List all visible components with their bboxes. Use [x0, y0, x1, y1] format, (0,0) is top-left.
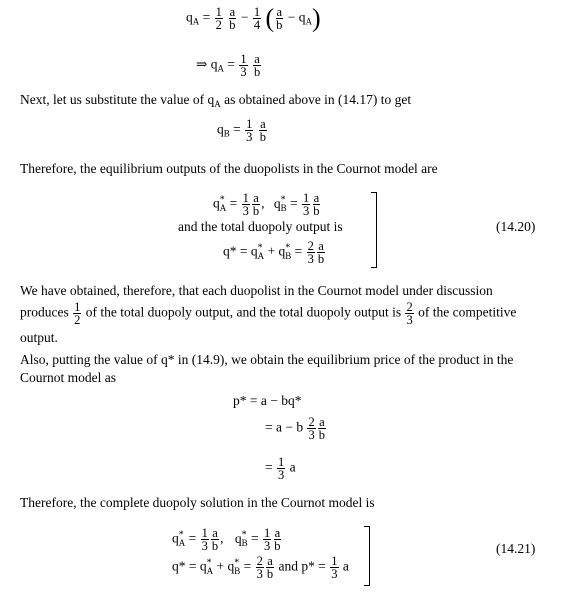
equation-14-20-row3: $q* = q^*_A + q^*_B$ = $\frac{2}{3}$ $\frac{a}{b}$ [223, 239, 325, 266]
paragraph-complete-solution: Therefore, the complete duopoly solution in the Cournot model is [20, 495, 375, 510]
equation-14-20-row2: and the total duopoly output is [178, 219, 343, 234]
fraction: $\frac{a}{b}$ [276, 5, 283, 32]
equation-number-14-20: (14.20) [496, 219, 536, 234]
paragraph-price: Also, putting the value of q* in (14.9), we obtain the equilibrium price of the product in the [20, 352, 514, 367]
equation-qA-line2: ⇒ $q_A$ = $\frac{1}{3}$ $\frac{a}{b}$ [196, 52, 261, 79]
fraction: $\frac{a}{b}$ [313, 191, 320, 218]
fraction: $\frac{2}{3}$ [406, 300, 413, 327]
fraction: $\frac{1}{3}$ [264, 526, 271, 553]
equation-14-21-row1: $q^*_A$ = $\frac{1}{3}$ $\frac{a}{b}$ , $q^*_B$ = $\frac{1}{3}$ $\frac{a}{b}$ [172, 526, 281, 553]
right-bracket [371, 192, 377, 268]
paragraph-each-duopolist-line3: output. [20, 330, 58, 345]
fraction: $\frac{2}{3}$ [308, 415, 315, 442]
paragraph-equilibrium-outputs: Therefore, the equilibrium outputs of the duopolists in the Cournot model are [20, 161, 438, 176]
fraction: $\frac{1}{2}$ [215, 5, 222, 32]
fraction: $\frac{a}{b}$ [253, 52, 261, 79]
fraction: $\frac{1}{3}$ [246, 117, 253, 144]
equation-number-14-21: (14.21) [496, 541, 536, 556]
fraction: $\frac{1}{3}$ [278, 455, 285, 482]
fraction: $\frac{1}{3}$ [303, 191, 310, 218]
fraction: $\frac{2}{3}$ [307, 239, 314, 266]
fraction: $\frac{1}{3}$ [240, 52, 247, 79]
fraction: $\frac{a}{b}$ [266, 554, 274, 581]
equation-14-21-row2: $q* = q^*_A + q^*_B$ = $\frac{2}{3}$ $\frac{a}{b}$ and p* = $\frac{1}{3}$ a [172, 554, 349, 581]
fraction: $\frac{a}{b}$ [317, 239, 325, 266]
fraction: $\frac{a}{b}$ [259, 117, 267, 144]
fraction: $\frac{1}{2}$ [74, 300, 81, 327]
paragraph-substitute: Next, let us substitute the value of $q_A$ as obtained above in (14.17) to get [20, 92, 412, 109]
fraction: $\frac{2}{3}$ [256, 554, 263, 581]
equation-price-row1: p* = a − bq* [233, 393, 302, 408]
equation-14-20-row1: $q^*_A$ = $\frac{1}{3}$ $\frac{a}{b}$ , $q^*_B$ = $\frac{1}{3}$ $\frac{a}{b}$ [213, 191, 320, 218]
fraction: $\frac{a}{b}$ [318, 415, 325, 442]
fraction: $\frac{a}{b}$ [229, 5, 236, 32]
right-bracket [364, 526, 370, 586]
fraction: $\frac{1}{3}$ [242, 191, 249, 218]
fraction: $\frac{1}{3}$ [201, 526, 208, 553]
fraction: $\frac{a}{b}$ [252, 191, 260, 218]
paragraph-each-duopolist-line2: produces $\frac{1}{2}$ of the total duopoly output, and the total duopoly output is $\frac{2}{3}$ of the competitive [20, 300, 517, 327]
paragraph-price-line2: Cournot model as [20, 370, 116, 385]
fraction: $\frac{1}{4}$ [253, 5, 261, 32]
equation-price-row3: = $\frac{1}{3}$ a [265, 455, 296, 482]
fraction: $\frac{a}{b}$ [211, 526, 219, 553]
fraction: $\frac{a}{b}$ [274, 526, 281, 553]
equation-qA-line1: $q_A$ = $\frac{1}{2}$ $\frac{a}{b}$ − $\frac{1}{4}$ ( $\frac{a}{b}$ − $q_A$) [186, 3, 321, 33]
fraction: $\frac{1}{3}$ [331, 554, 338, 581]
paragraph-each-duopolist: We have obtained, therefore, that each duopolist in the Cournot model under discussion [20, 283, 493, 298]
equation-qB: $q_B$ = $\frac{1}{3}$ $\frac{a}{b}$ [217, 117, 267, 144]
equation-price-row2: = a − b $\frac{2}{3}$ $\frac{a}{b}$ [265, 415, 325, 442]
